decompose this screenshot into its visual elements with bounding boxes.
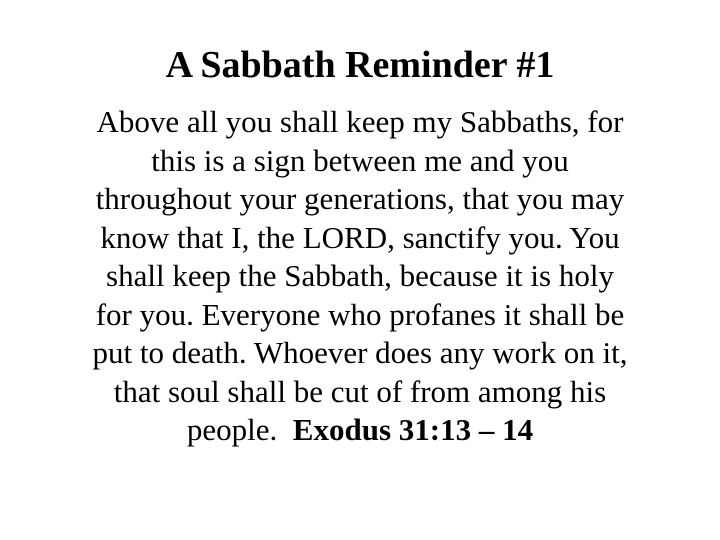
passage-line: throughout your generations, that you may — [95, 181, 625, 216]
passage-line: this is a sign between me and you — [151, 142, 569, 178]
slide-title: A Sabbath Reminder #1 — [165, 44, 555, 86]
passage-line: Above all you shall keep my Sabbaths, for — [96, 104, 624, 139]
passage-line: that soul shall be cut of from among his — [113, 373, 607, 409]
passage-last-line — [30, 411, 690, 450]
passage-line: know that I, the LORD, sanctify you. You — [100, 219, 620, 255]
scripture-reference: Exodus 31:13 – 14 — [292, 412, 534, 447]
passage-line: shall keep the Sabbath, because it is holy — [106, 258, 614, 293]
passage-line: put to death. Whoever does any work on it, — [92, 335, 628, 370]
passage-line: for you. Everyone who profanes it shall be — [95, 296, 625, 332]
passage-line-text: people. — [186, 412, 293, 447]
scripture-passage — [30, 103, 690, 450]
